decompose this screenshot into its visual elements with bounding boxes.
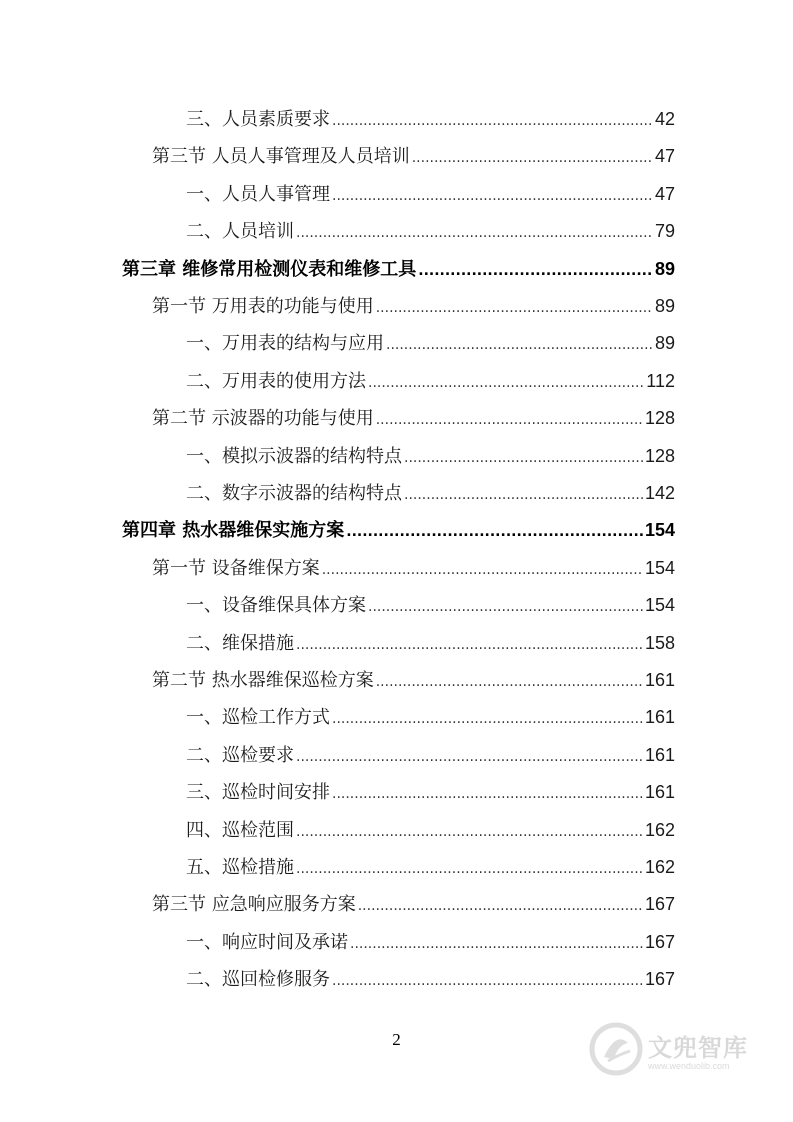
toc-leader-dots (296, 854, 643, 884)
toc-entry-section[interactable] (152, 141, 675, 171)
toc-entry-page: 47 (654, 183, 675, 204)
toc-entry-item[interactable] (186, 478, 675, 508)
toc-entry-item[interactable] (186, 927, 675, 957)
toc-entry-label: 五、巡检措施 (186, 857, 294, 878)
toc-leader-dots (418, 256, 653, 286)
toc-entry-item[interactable] (186, 628, 675, 658)
toc-entry-page: 162 (644, 857, 675, 877)
toc-entry-label: 第三节 应急响应服务方案 (152, 894, 356, 916)
toc-entry-page: 154 (644, 557, 675, 578)
toc-entry-chapter[interactable] (122, 254, 675, 284)
toc-entry-page: 112 (646, 370, 675, 391)
toc-leader-dots (376, 293, 653, 323)
toc-entry-label: 一、设备维保具体方案 (186, 595, 366, 617)
toc-leader-dots (296, 630, 643, 660)
toc-entry-label: 第二节 示波器的功能与使用 (152, 408, 374, 430)
toc-entry-page: 161 (644, 707, 675, 728)
toc-entry-page: 89 (654, 296, 675, 316)
toc-entry-page: 161 (644, 744, 675, 765)
toc-entry-item[interactable] (186, 777, 675, 807)
toc-entry-item[interactable] (186, 179, 675, 209)
toc-leader-dots (296, 218, 653, 248)
toc-leader-dots (404, 443, 643, 473)
toc-leader-dots (368, 592, 643, 622)
toc-entry-label: 第一节 设备维保方案 (152, 557, 320, 579)
toc-entry-item[interactable] (186, 702, 675, 732)
toc-entry-item[interactable] (186, 104, 675, 134)
toc-leader-dots (376, 667, 643, 697)
toc-leader-dots (350, 929, 643, 959)
toc-entry-section[interactable] (152, 665, 675, 695)
toc-entry-page: 161 (644, 782, 675, 803)
watermark-title: 文兜智库 (648, 1033, 748, 1062)
toc-entry-page: 79 (654, 221, 675, 242)
toc-entry-chapter[interactable] (122, 515, 675, 545)
toc-entry-page: 161 (644, 670, 675, 690)
toc-entry-label: 一、响应时间及承诺 (186, 931, 348, 953)
toc-entry-label: 二、巡检要求 (186, 744, 294, 766)
toc-entry-label: 第四章 热水器维保实施方案 (122, 520, 345, 542)
toc-entry-page: 154 (644, 595, 675, 616)
toc-leader-dots (332, 779, 643, 809)
toc-entry-label: 第一节 万用表的功能与使用 (152, 296, 374, 317)
toc-leader-dots (332, 704, 643, 734)
toc-entry-section[interactable] (152, 553, 675, 583)
toc-entry-page: 42 (654, 109, 675, 129)
toc-entry-page: 89 (654, 333, 675, 354)
toc-entry-label: 三、巡检时间安排 (186, 782, 330, 804)
toc-leader-dots (404, 480, 643, 510)
toc-entry-item[interactable] (186, 216, 675, 246)
toc-entry-item[interactable] (186, 852, 675, 882)
toc-entry-label: 第三节 人员人事管理及人员培训 (152, 146, 410, 168)
toc-entry-label: 一、万用表的结构与应用 (186, 333, 384, 355)
toc-leader-dots (376, 405, 643, 435)
toc-entry-label: 第二节 热水器维保巡检方案 (152, 670, 374, 691)
toc-entry-section[interactable] (152, 291, 675, 321)
toc-leader-dots (368, 368, 644, 398)
toc-entry-page: 154 (644, 520, 675, 541)
toc-entry-page: 47 (654, 146, 675, 167)
toc-entry-label: 二、人员培训 (186, 221, 294, 243)
toc-entry-item[interactable] (186, 441, 675, 471)
toc-leader-dots (386, 330, 653, 360)
toc-entry-label: 二、巡回检修服务 (186, 969, 330, 991)
toc-leader-dots (296, 742, 643, 772)
toc-entry-page: 167 (644, 894, 675, 915)
toc-entry-label: 二、维保措施 (186, 632, 294, 654)
wendoc-logo-icon (588, 1021, 644, 1077)
toc-leader-dots (332, 106, 653, 136)
toc-leader-dots (412, 143, 653, 173)
toc-entry-page: 167 (644, 969, 675, 990)
toc-entry-item[interactable] (186, 964, 675, 994)
toc-entry-item[interactable] (186, 590, 675, 620)
toc-entry-label: 第三章 维修常用检测仪表和维修工具 (122, 258, 417, 280)
toc-leader-dots (346, 517, 643, 547)
toc-entry-page: 158 (644, 632, 675, 653)
toc-entry-label: 三、人员素质要求 (186, 109, 330, 130)
toc-leader-dots (322, 555, 643, 585)
toc-entry-item[interactable] (186, 815, 675, 845)
toc-entry-item[interactable] (186, 328, 675, 358)
toc-entry-page: 162 (644, 819, 675, 840)
toc-entry-label: 二、数字示波器的结构特点 (186, 483, 402, 504)
toc-entry-section[interactable] (152, 889, 675, 919)
toc-entry-page: 142 (644, 483, 675, 503)
toc-entry-item[interactable] (186, 366, 675, 396)
toc-entry-page: 89 (654, 258, 675, 279)
toc-entry-page: 128 (644, 408, 675, 429)
toc-entry-label: 四、巡检范围 (186, 819, 294, 841)
toc-entry-page: 128 (644, 445, 675, 466)
toc-leader-dots (358, 891, 643, 921)
watermark-url: www.wenduolib.com (648, 1060, 730, 1071)
toc-entry-label: 一、模拟示波器的结构特点 (186, 445, 402, 467)
toc-entry-label: 一、人员人事管理 (186, 183, 330, 205)
toc-entry-label: 二、万用表的使用方法 (186, 370, 366, 392)
toc-leader-dots (332, 966, 643, 996)
toc-leader-dots (332, 181, 653, 211)
toc-entry-section[interactable] (152, 403, 675, 433)
watermark (588, 1017, 778, 1081)
toc-entry-page: 167 (644, 931, 675, 952)
toc-entry-item[interactable] (186, 740, 675, 770)
toc-entry-label: 一、巡检工作方式 (186, 707, 330, 729)
toc-leader-dots (296, 817, 643, 847)
page-number: 2 (392, 1030, 401, 1049)
